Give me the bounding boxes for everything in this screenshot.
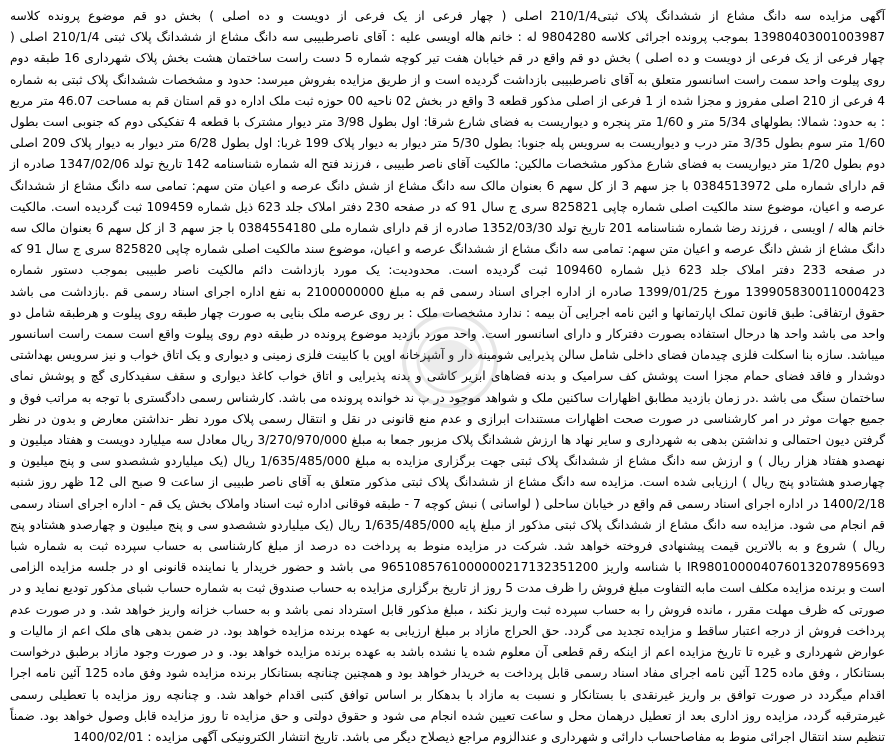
auction-notice-text: آگهی مزایده سه دانگ مشاع از ششدانگ پلاک ثبتی210/1/4 اصلی ( چهار فرعی از یک فرعی از دویست و ده اصلی ) بخش دو قم موضوع پرونده کلاسه 13980403001003987 بموجب پرونده اجرائی کلاسه 9804280 له : خانم هاله اویسی علیه : آقای ناصرطبیبی سه دانگ مشاع از ششدانگ پلاک ثبتی 210/1/4 اصلی ( چهار فرعی از یک فرعی از دویست و ده اصلی ) بخش دو قم واقع در قم خیابان هفت تیر کوچه شماره 5 دست راست ساختمان هشت بخش پلاک شهرداری 16 طبقه دوم روی پیلوت واحد سمت راست اسانسور متعلق به آقای ناصرطبیبی بازداشت گردیده است و از طریق مزایده بفروش میرسد: حدود و مشخصات ششدانگ پلاک ثبتی به شماره 4 فرعی از 210 اصلی مفروز و مجزا شده از 1 فرعی از اصلی مذکور قطعه 3 واقع در بخش 02 ناحیه 00 حوزه ثبت ملک اداره دو قم استان قم به مساحت 46.07 متر مربع : به حدود: شمالا: بطولهای 5/34 متر و 1/60 متر پنجره و دیواریست به فضای شارع شرقا: اول بطول 3/98 متر دیوار مشترک با قطعه 4 تفکیکی دوم که جنوبی است بطول 1/60 متر سوم بطول 3/35 متر درب و دیواریست به سرویس پله جنوبا: بطول 5/30 متر دیوار به دیوار پلاک 199 غربا: اول بطول 6/28 متر دیوار به دیوار پلاک 209 اصلی دوم بطول 1/20 متر دیواریست به فضای شارع مذکور مشخصات مالکین: مالکیت آقای ناصر طبیبی ، فرزند فتح اله شماره شناسنامه 142 تاریخ تولد 1347/02/06 صادره از قم دارای شماره ملی 0384513972 با جز سهم 3 از کل سهم 6 بعنوان مالک سه دانگ مشاع از شش دانگ عرصه و اعیان متن سهم: تمامی سه دانگ مشاع از ششدانگ عرصه و اعیان، موضوع سند مالکیت اصلی شماره چاپی 825821 سری ج سال 91 که در صفحه 230 دفتر املاک جلد 623 ذیل شماره 109459 ثبت گردیده است. مالکیت خانم هاله / اویسی ، فرزند رضا شماره شناسنامه 201 تاریخ تولد 1352/03/30 صادره از قم دارای شماره ملی 0384554180 با جز سهم 3 از کل سهم 6 بعنوان مالک سه دانگ مشاع از شش دانگ عرصه و اعیان متن سهم: تمامی سه دانگ مشاع از ششدانگ عرصه و اعیان، موضوع سند مالکیت اصلی شماره چاپی 825820 سری ج سال 91 که در صفحه 233 دفتر املاک جلد 623 ذیل شماره 109460 ثبت گردیده است. محدودیت: یک مورد بازداشت دائم مالکیت ناصر طبیبی بموجب دستور شماره 139905830011000423 مورخ 1399/01/25 صادره از اداره اجرای اسناد رسمی قم به مبلغ 2100000000 به نفع اداره اجرای اسناد رسمی قم .بازداشت می باشد حقوق ارتفاقی: طبق قانون تملک اپارتمانها و ائین نامه اجرایی آن بیمه : ندارد مشخصات ملک : بر روی عرصه ملک بنایی به صورت چهار طبقه روی پیلوت و هرطبقه شامل دو واحد می باشد واحد ها درحال استفاده بصورت دفترکار و دارای اسانسور است. واحد مورد بازدید موضوع پرونده در طبقه دوم روی پیلوت واقع است سمت راست اسانسور میباشد. سازه بنا اسکلت فلزی چیدمان فضای داخلی شامل سالن پذیرایی شومینه دار و آشپزخانه اوپن با کابینت فلزی زمینی و دیواری و یک اتاق خواب و نیز سرویس بهداشتی دوشدار و فاقد فضای حمام مجزا است پوشش کف سرامیک و بدنه فضاهای ابزیر کاشی و بدنه پذیرایی و اتاق خواب کاغذ دیواری و سقف سفیدکاری گچ و پوشش نمای ساختمان سنگ می باشد .در زمان بازدید مطابق اظهارات ساکنین ملک و شواهد موجود در پ ند خوانده پرونده می باشد. کارشناس رسمی دادگستری با توجه به مراتب فوق و جمیع جهات موثر در امر کارشناسی در صورت صحت اظهارات مستندات ابرازی و عدم منع قانونی در نقل و انتقال رسمی پلاک مورد نظر -نداشتن معارض و بدون در نظر گرفتن دیون احتمالی و نداشتن بدهی به شهرداری و سایر نهاد ها ارزش ششدانگ پلاک مزبور جمعا به مبلغ 3/270/970/000 ریال معادل سه میلیارد دویست و هفتاد میلیون و نهصدو هفتاد هزار ریال ) و ارزش سه دانگ مشاع از ششدانگ پلاک ثبتی جهت برگزاری مزایده به مبلغ 1/635/485/000 ریال (یک میلیاردو ششصدو سی و پنج میلیون و چهارصدو هشتادو پنج ریال ) ارزیابی شده است. مزایده سه دانگ مشاع از ششدانگ پلاک ثبتی مذکور متعلق به آقای ناصر طبیبی از ساعت 9 صبح الی 12 ظهر روز شنبه 1400/2/18 در اداره اجرای اسناد رسمی قم واقع در خیابان ساحلی ( لواسانی ) نبش کوچه 7 - طبقه فوقانی اداره ثبت اسناد واملاک بخش یک قم - اداره اجرای اسناد رسمی قم انجام می شود. مزایده سه دانگ مشاع از ششدانگ پلاک ثبتی مذکور از مبلغ پایه 1/635/485/000 ریال (یک میلیاردو ششصدو سی و پنج میلیون و چهارصدو هشتادو پنج ریال ) شروع و به بالاترین قیمت پیشنهادی فروخته خواهد شد. شرکت در مزایده منوط به پرداخت ده درصد از مبلغ کارشناسی به حساب سپرده ثبت به شماره شبا IR980100004076013207895693 با شناسه واریز 9651085761000000217132351200 می باشد و حضور خریدار یا نماینده قانونی او در جلسه مزایده الزامی است و برنده مزایده مکلف است مابه التفاوت مبلغ فروش را ظرف مدت 5 روز از تاریخ برگزاری مزایده به حساب صندوق ثبت به شماره حساب شبای مذکور تودیع نماید و در صورتی که ظرف مهلت مقرر ، مانده فروش را به حساب سپرده ثبت واریز نکند ، مبلغ مذکور قابل استرداد نمی باشد و به حساب خزانه واریز خواهد شد. و در صورت عدم پرداخت فروش از درجه اعتبار ساقط و مزایده تجدید می گردد. حق الحراج مازاد بر مبلغ ارزیابی به عهده برنده مزایده خواهد بود. در ضمن بدهی های ملک اعم از مالیات و عوارض شهرداری و غیره تا تاریخ مزایده اعم از اینکه رقم قطعی آن معلوم شده یا نشده باشد به عهده برنده مزایده خواهد بود. و در صورت وجود مازاد برطبق درخواست بستانکار ، وفق ماده 125 آئین نامه اجرای مفاد اسناد رسمی قابل پرداخت به خریدار خواهد بود و همچنین چنانچه بستانکار برنده مزایده شود وفق ماده 125 آئین نامه اجرا اقدام میگردد در صورت توافق بر واریز غیرنقدی با بستانکار و نسبت به مازاد با بدهکار بر اساس توافق کتبی اقدام خواهد شد. و چنانچه روز مزایده با تعطیلی رسمی غیرمترقبه گردد، مزایده روز اداری بعد از تعطیل درهمان محل و ساعت تعیین شده انجام می شود و حقوق دولتی و حق مزایده تا روز مزایده قابل وصول خواهد بود. ضمناً تنظیم سند انتقال اجرائی منوط به مفاصاحساب دارائی و شهرداری و عندالزوم مراجع ذیصلاح دیگر می باشد. تاریخ انتشار الکترونیکی آگهی مزایده : 1400/02/01 (10, 9, 886, 744)
